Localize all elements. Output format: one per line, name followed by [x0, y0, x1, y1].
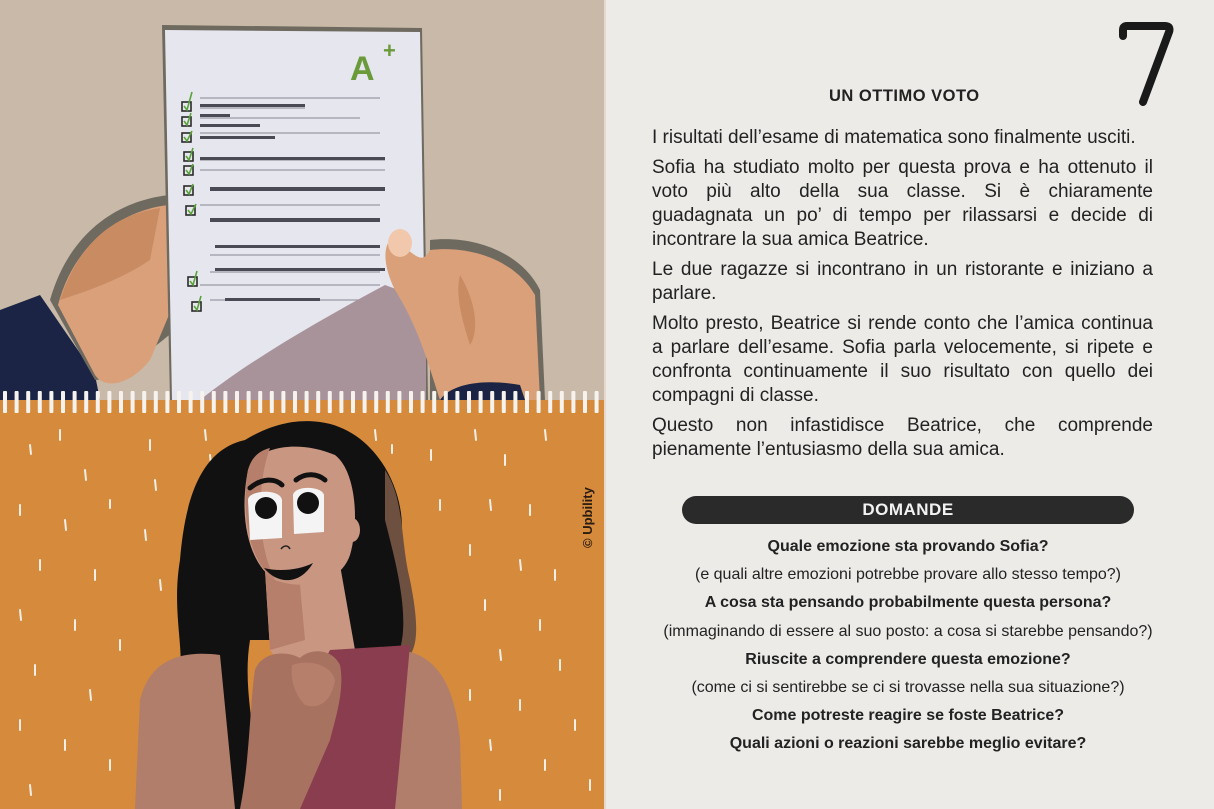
card-number-seven-icon [1117, 22, 1177, 110]
question-hint: (e quali altre emozioni potrebbe provare allo stesso tempo?) [694, 566, 1121, 584]
girl-body [135, 654, 235, 809]
story-paragraph: Molto presto, Beatrice si rende conto che l’amica continua a parlare dell’esame. Sofia parla velocemente, si ripete e confronta continuamente il suo risultato con quello dei compagni di classe. [652, 313, 1153, 406]
copyright-label: © Upbility [580, 487, 595, 548]
story-paragraph: Questo non infastidisce Beatrice, che comprende pienamente l’entusiasmo della sua amica. [652, 415, 1153, 460]
questions-header: DOMANDE [682, 496, 1134, 524]
question-item: Quale emozione sta provando Sofia? [767, 538, 1049, 555]
card-illustration [0, 0, 606, 809]
question-item: A cosa sta pensando probabilmente questa persona? [704, 594, 1112, 612]
story-text [652, 126, 1153, 468]
card-title: UN OTTIMO VOTO [829, 87, 980, 105]
question-item: Quali azioni o reazioni sarebbe meglio evitare? [729, 735, 1087, 753]
story-paragraph: Le due ragazze si incontrano in un ristorante e iniziano a parlare. [652, 259, 1153, 304]
svg-text:+: + [383, 38, 396, 63]
questions-list [637, 533, 1179, 759]
question-hint: (immaginando di essere al suo posto: a cosa si starebbe pensando?) [663, 622, 1153, 640]
grade-mark: A [350, 50, 375, 88]
question-item: Come potreste reagire se foste Beatrice? [751, 707, 1065, 725]
question-item: Riuscite a comprendere questa emozione? [745, 650, 1071, 668]
question-hint: (come ci si sentirebbe se ci si trovasse nella sua situazione?) [691, 678, 1125, 696]
story-paragraph: I risultati dell’esame di matematica sono finalmente usciti. [652, 127, 1136, 148]
card-text-page [607, 0, 1214, 809]
story-paragraph: Sofia ha studiato molto per questa prova e ha ottenuto il voto più alto della sua classe. Si è chiaramente guadagnata un po’ di tempo per rilassarsi e decide di incontrare la sua amica Beatrice. [652, 157, 1153, 250]
